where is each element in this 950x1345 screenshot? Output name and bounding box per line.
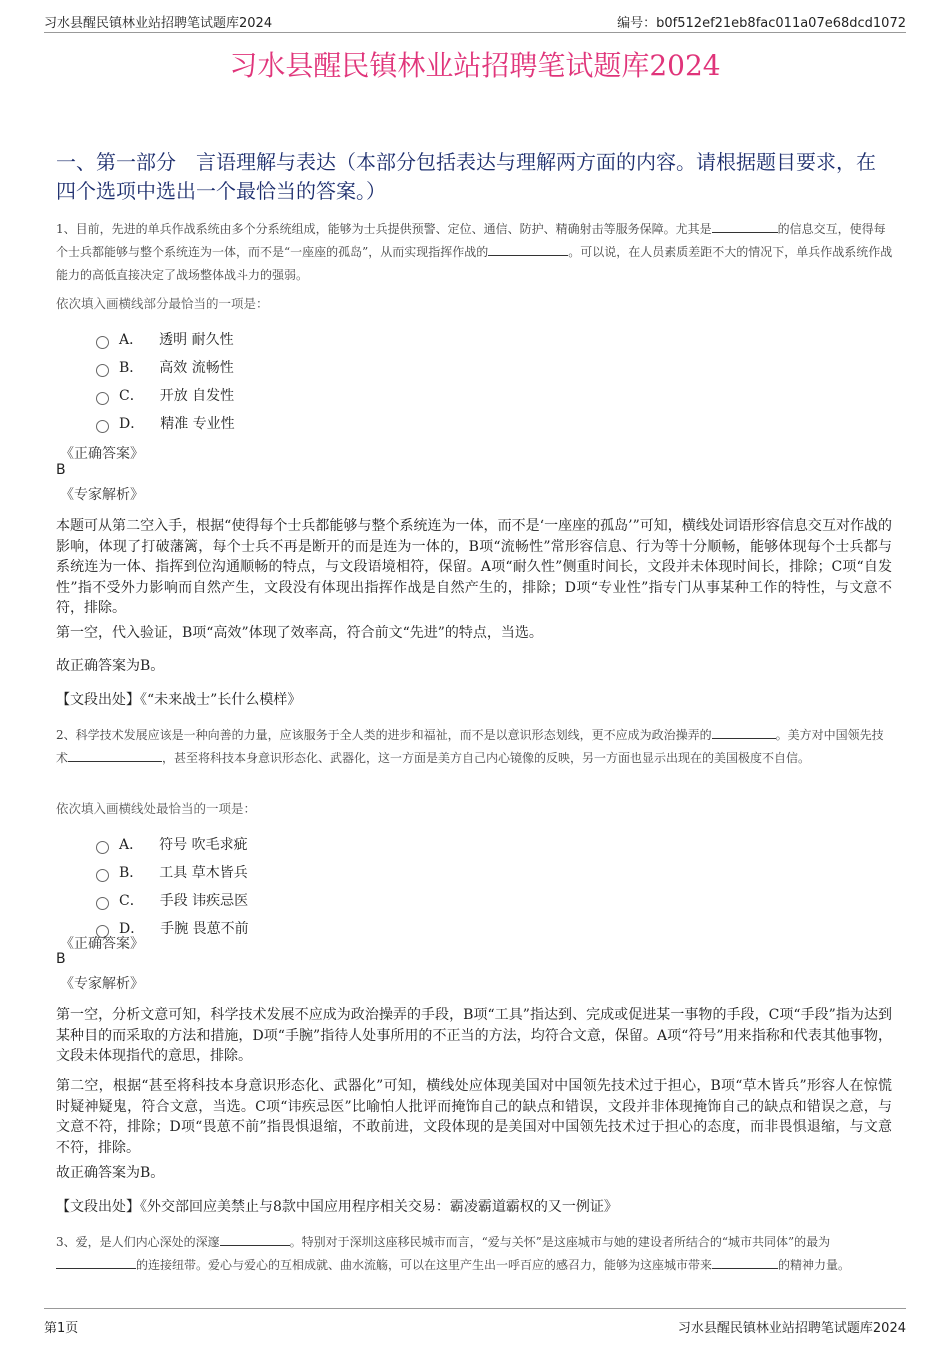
- question-1-option-c[interactable]: C． 开放 自发性: [96, 385, 234, 405]
- radio-icon[interactable]: [96, 841, 109, 854]
- answer-value: B: [56, 462, 66, 478]
- blank: [220, 1231, 290, 1246]
- question-1-option-a[interactable]: A． 透明 耐久性: [96, 329, 234, 349]
- blank: [712, 724, 776, 739]
- question-1-prompt: 依次填入画横线部分最恰当的一项是：: [56, 296, 269, 311]
- question-2-option-a[interactable]: A． 符号 吹毛求疵: [96, 834, 248, 854]
- blank: [56, 1254, 136, 1269]
- analysis-paragraph: 本题可从第二空入手，根据“使得每个士兵都能够与整个系统连为一体，而不是‘一座座的孤岛’”可知，横线处词语形容信息交互对作战的影响，体现了打破藩篱，每个士兵不再是断开的而是连为一体的，B项“流畅性”常形容信息、行为等十分顺畅，能够体现每个士兵都与系统连为一体、指挥到位沟通顺畅的特点，与文段语境相符，保留。A项“耐久性”侧重时间长，文段并未体现时间长，排除；C项“自发性”指不受外力影响而自然产生，文段没有体现出指挥作战是自然产生的，排除；D项“专业性”指专门从事某种工作的特性，与文意不符，排除。: [56, 518, 892, 616]
- answer-label: 《正确答案》: [60, 936, 144, 952]
- radio-icon[interactable]: [96, 364, 109, 377]
- question-2-option-b[interactable]: B． 工具 草木皆兵: [96, 862, 248, 882]
- analysis-label: 《专家解析》: [60, 487, 144, 503]
- blank: [68, 747, 162, 762]
- question-1-stem: 1、目前，先进的单兵作战系统由多个分系统组成，能够为士兵提供预警、定位、通信、防护、精确射击等服务保障。尤其是 的信息交互，使得每个士兵都能够与整个系统连为一体，而不是“一座座的孤岛”，从而实现指挥作战的 。可以说，在人员素质差距不大的情况下，单兵作战系统作战能力的高低直接决定了战场整体战斗力的强弱。: [56, 218, 894, 287]
- question-1-option-d[interactable]: D． 精准 专业性: [96, 413, 235, 433]
- header-serial: 编号：b0f512ef21eb8fac011a07e68dcd1072: [617, 16, 906, 31]
- page-number: 第1页: [44, 1321, 79, 1336]
- radio-icon[interactable]: [96, 897, 109, 910]
- radio-icon[interactable]: [96, 336, 109, 349]
- answer-label: 《正确答案》: [60, 446, 144, 462]
- analysis-paragraph: 第一空，代入验证，B项“高效”体现了效率高，符合前文“先进”的特点，当选。: [56, 625, 543, 641]
- page-header: [44, 12, 906, 33]
- blank: [488, 241, 568, 256]
- section-heading: 一、第一部分 言语理解与表达（本部分包括表达与理解两方面的内容。请根据题目要求，在四个选项中选出一个最恰当的答案。）: [56, 150, 876, 203]
- page-footer: [44, 1308, 906, 1336]
- analysis-paragraph: 第二空，根据“甚至将科技本身意识形态化、武器化”可知，横线处应体现美国对中国领先技术过于担心，B项“草木皆兵”形容人在惊慌时疑神疑鬼，符合文意，当选。C项“讳疾忌医”比喻怕人批评而掩饰自己的缺点和错误，文段并非体现掩饰自己的缺点和错误之意，与文意不符，排除；D项“畏葸不前”指畏惧退缩，不敢前进，文段体现的是美国对中国领先技术过于担心的态度，而非畏惧退缩，与文意不符，排除。: [56, 1078, 892, 1156]
- question-1-option-b[interactable]: B． 高效 流畅性: [96, 357, 234, 377]
- blank: [712, 218, 778, 233]
- footer-title: 习水县醒民镇林业站招聘笔试题库2024: [677, 1321, 906, 1336]
- source-citation: 【文段出处】《外交部回应美禁止与8款中国应用程序相关交易：霸凌霸道霸权的又一例证》: [56, 1199, 618, 1215]
- analysis-conclusion: 故正确答案为B。: [56, 658, 165, 674]
- answer-value: B: [56, 951, 66, 967]
- question-3-stem: 3、爱，是人们内心深处的深邃 。特别对于深圳这座移民城市而言，“爱与关怀”是这座城市与她的建设者所结合的“城市共同体”的最为的连接纽带。爱心与爱心的互相成就、曲水流觞，可以在这里产生出一呼百应的感召力，能够为这座城市带来 的精神力量。: [56, 1231, 894, 1277]
- page-title: 习水县醒民镇林业站招聘笔试题库2024: [229, 49, 721, 82]
- radio-icon[interactable]: [96, 420, 109, 433]
- question-2-option-c[interactable]: C． 手段 讳疾忌医: [96, 890, 248, 910]
- analysis-label: 《专家解析》: [60, 976, 144, 992]
- radio-icon[interactable]: [96, 392, 109, 405]
- radio-icon[interactable]: [96, 869, 109, 882]
- analysis-paragraph: 第一空，分析文意可知，科学技术发展不应成为政治操弄的手段，B项“工具”指达到、完成或促进某一事物的手段，C项“手段”指为达到某种目的而采取的方法和措施，D项“手腕”指待人处事所用的不正当的方法，均符合文意，保留。A项“符号”用来指称和代表其他事物，文段未体现指代的意思，排除。: [56, 1007, 892, 1064]
- source-citation: 【文段出处】《“未来战士”长什么模样》: [56, 692, 302, 708]
- analysis-conclusion: 故正确答案为B。: [56, 1165, 165, 1181]
- question-2-prompt: 依次填入画横线处最恰当的一项是：: [56, 801, 257, 816]
- blank: [712, 1254, 778, 1269]
- question-2-option-d[interactable]: D． 手腕 畏葸不前: [96, 918, 249, 938]
- question-2-stem: 2、科学技术发展应该是一种向善的力量，应该服务于全人类的进步和福祉，而不是以意识形态划线，更不应成为政治操弄的 。美方对中国领先技术 ，甚至将科技本身意识形态化、武器化，这一方面是美方自己内心镜像的反映，另一方面也显示出现在的美国极度不自信。: [56, 724, 894, 770]
- header-title: 习水县醒民镇林业站招聘笔试题库2024: [44, 16, 273, 31]
